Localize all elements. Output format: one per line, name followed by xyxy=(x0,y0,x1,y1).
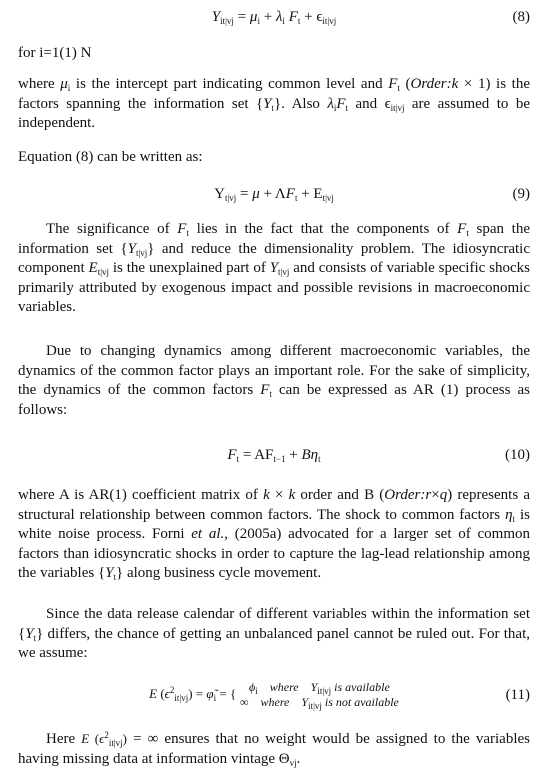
equation-11 xyxy=(18,676,530,716)
paragraph-here: Here E $(\epsilon^2_{it|vj})$ = ∞ ensures that no weight would be assigned to the variables having missing data at information vintage $\Theta_{vj}$. xyxy=(18,730,530,768)
equation-11-body: E $(\epsilon^2_{it|vj})$ = $\varphĩ_i$ = { $\phi_i$ where $Y_{it|vj}$ is available ∞ where $Y_{it|vj}$ is not available xyxy=(149,680,399,711)
paragraph-since: Since the data release calendar of different variables within the information set $\{Y_t\}$ differs, the chance of getting an unbalanced panel cannot be ruled out. For that, we assume: xyxy=(18,606,530,661)
equation-11-case-1: $\phi_i$ where $Y_{it|vj}$ is available xyxy=(249,680,390,696)
equation-intro: Equation (8) can be written as: xyxy=(18,149,203,165)
equation-10-number: (10) xyxy=(505,447,530,463)
paragraph-dynamics: Due to changing dynamics among different macroeconomic variables, the dynamics of the common factor plays an important role. For the sake of simplicity, the dynamics of the common factors $F_t$ can be expressed as AR (1) process as follows: xyxy=(18,343,531,418)
paragraph-significance: The significance of $F_t$ lies in the fact that the components of $F_t$ span the information set $\{Y_{t|vj}\}$ and reduce the dimensionality problem. The idiosyncratic component $E_{t|vj}$ is the unexplained part of $Y_{t|vj}$ and consists of variable specific shocks primarily attributed by exogenous impact and possible revisions in macroeconomic variables. xyxy=(18,221,530,315)
equation-11-cases xyxy=(240,680,399,710)
equation-8-number: (8) xyxy=(512,9,530,25)
paragraph-where-a: where A is AR(1) coefficient matrix of k × k order and B (Order:r×q) represents a structural relationship between common factors. The shock to common factors $\eta_t$ is white noise process. Forni et al., (2005a) advocated for a larger set of common factors than idiosyncratic shocks in order to capture the lag-lead relationship among the variables $\{Y_t\}$ along business cycle movement. xyxy=(18,487,531,582)
equation-9 xyxy=(18,185,530,209)
equation-8-body: $Y_{it|vj} = \mu_i + \lambda_i$ $F_t + \epsilon_{it|vj}$ xyxy=(211,9,337,26)
for-line: for i=1(1) N xyxy=(18,45,92,61)
equation-11-case-2: ∞ where $Y_{it|vj}$ is not available xyxy=(239,695,399,711)
equation-11-number: (11) xyxy=(505,687,530,703)
equation-9-body: $Y_{t|vj} = \mu + \Lambda F_t + E_{t|vj}$ xyxy=(214,186,334,203)
equation-8 xyxy=(18,8,530,32)
equation-10-body: $F_t = AF_{t-1} + B\eta_t$ xyxy=(227,447,321,464)
equation-9-number: (9) xyxy=(512,186,530,202)
paragraph-where-mu: where $\mu_i$ is the intercept part indicating common level and $F_t$ (Order:k × 1) is the factors spanning the information set $\{Y_t\}$. Also $\lambda_iF_t$ and $\epsilon_{it|vj}$ are assumed to be independent. xyxy=(18,76,530,131)
equation-10 xyxy=(18,446,530,470)
